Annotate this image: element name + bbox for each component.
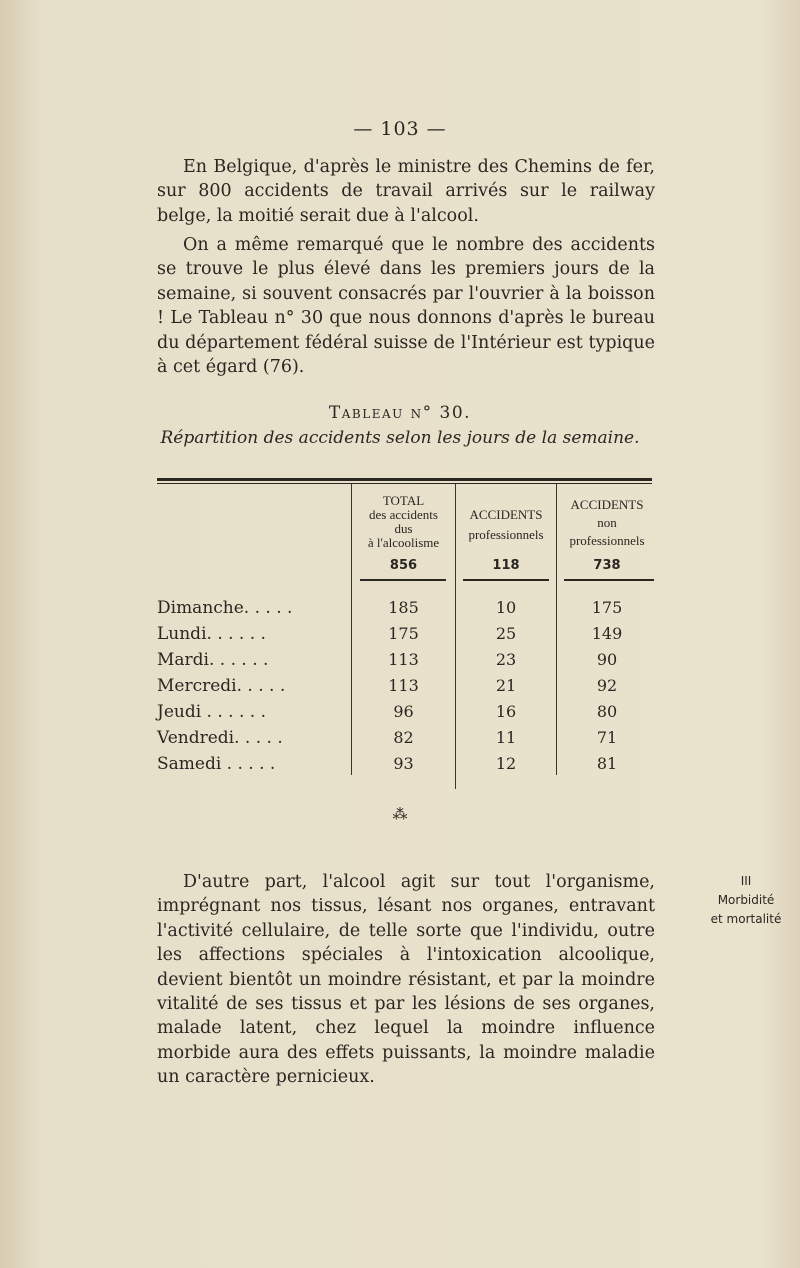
paragraph-organism [157, 870, 655, 1090]
header-professional: ACCIDENTS professionnels [468, 507, 544, 542]
margin-note-line1: Morbidité [717, 893, 775, 907]
table-title: Tableau n° 30. [328, 403, 472, 423]
margin-note-number: III [740, 874, 752, 888]
total-professional: 118 [492, 558, 520, 573]
margin-note-line2: et mortalité [710, 912, 782, 926]
paragraph-belgium-text: En Belgique, d'après le ministre des Chemins de fer, sur 800 accidents de travail arrivés sur le railway belge, la moitié serait due à l'alcool. [157, 157, 655, 226]
asterism: ⁂ [392, 805, 408, 823]
total-rule-2 [463, 579, 549, 581]
paragraph-organism-text: D'autre part, l'alcool agit sur tout l'organisme, imprégnant nos tissus, lésant nos organes, entravant l'activité cellulaire, de telle sorte que l'individu, outre les affections spéciales à l'intoxication alcoolique, devient bientôt un moindre résistant, et par la moindre vitalité de ses tissus et par les lésions de ses organes, malade latent, chez lequel la moindre influence morbide aura des effets puissants, la moindre maladie un caractère pernicieux. [157, 872, 655, 1088]
header-total: TOTAL des accidents dus à l'alcoolisme [367, 493, 440, 550]
total-alcohol: 856 [389, 558, 418, 573]
total-rule-3 [564, 579, 654, 581]
table-top-rule [157, 478, 652, 481]
table-subtitle: Répartition des accidents selon les jours de la semaine. [160, 428, 640, 448]
header-nonprofessional: ACCIDENTS non professionnels [569, 497, 645, 548]
paragraph-weekdays [157, 233, 655, 379]
paragraph-weekdays-text: On a même remarqué que le nombre des accidents se trouve le plus élevé dans les premiers jours de la semaine, si souvent consacrés par l'ouvrier à la boisson ! Le Tableau n° 30 que nous donnons d'après le bureau du département fédéral suisse de l'Intérieur est typique à cet égard (76). [157, 235, 655, 378]
paragraph-belgium [157, 155, 655, 228]
margin-note [700, 872, 792, 929]
book-page: — 103 — En Belgique, d'après le ministre des Chemins de fer, sur 800 accidents de travail arrivés sur le railway belge, la moitié serait due à l'alcool. On a même remarqué que le nombre des accidents se trouve le plus élevé dans les premiers jours de la semaine, si souvent consacrés par l'ouvrier à la boisson ! Le Tableau n° 30 que nous donnons d'après le bureau du département fédéral suisse de l'Intérieur est typique à cet égard (76). Tableau n° 30. Répartition des accidents selon les jours de la semaine. TOTAL des accidents dus à l'alcoolisme ACCIDENTS professionnels ACCIDENTS non professionnels 856 118 738 Dimanche. . . . . 185 10 175 Lundi. . . . . . 175 25 149 Mardi. . . . . . 113 23 90 Mercredi. . . . . 113 21 92 Jeudi . . . . . . 96 16 80 Vendredi. . . . . 82 11 71 Samedi . . . . . 93 12 81 ⁂ D'autre part, l'alcool agit sur tout l'organisme, imprégnant nos tissus, lésant nos organes, entravant l'activité cellulaire, de telle sorte que l'individu, outre les affections spéciales à l'intoxication alcoolique, devient bientôt un moindre résistant, et par la moindre vitalité de ses tissus et par les lésions de ses organes, malade latent, chez lequel la moindre influence morbide aura des effets puissants, la moindre maladie un caractère pernicieux. III Morbidité et mortalité [0, 0, 800, 1268]
total-nonprofessional: 738 [593, 558, 621, 573]
page-number: — 103 — [353, 118, 447, 140]
table-top-rule-thin [157, 483, 652, 484]
total-rule-1 [360, 579, 446, 581]
